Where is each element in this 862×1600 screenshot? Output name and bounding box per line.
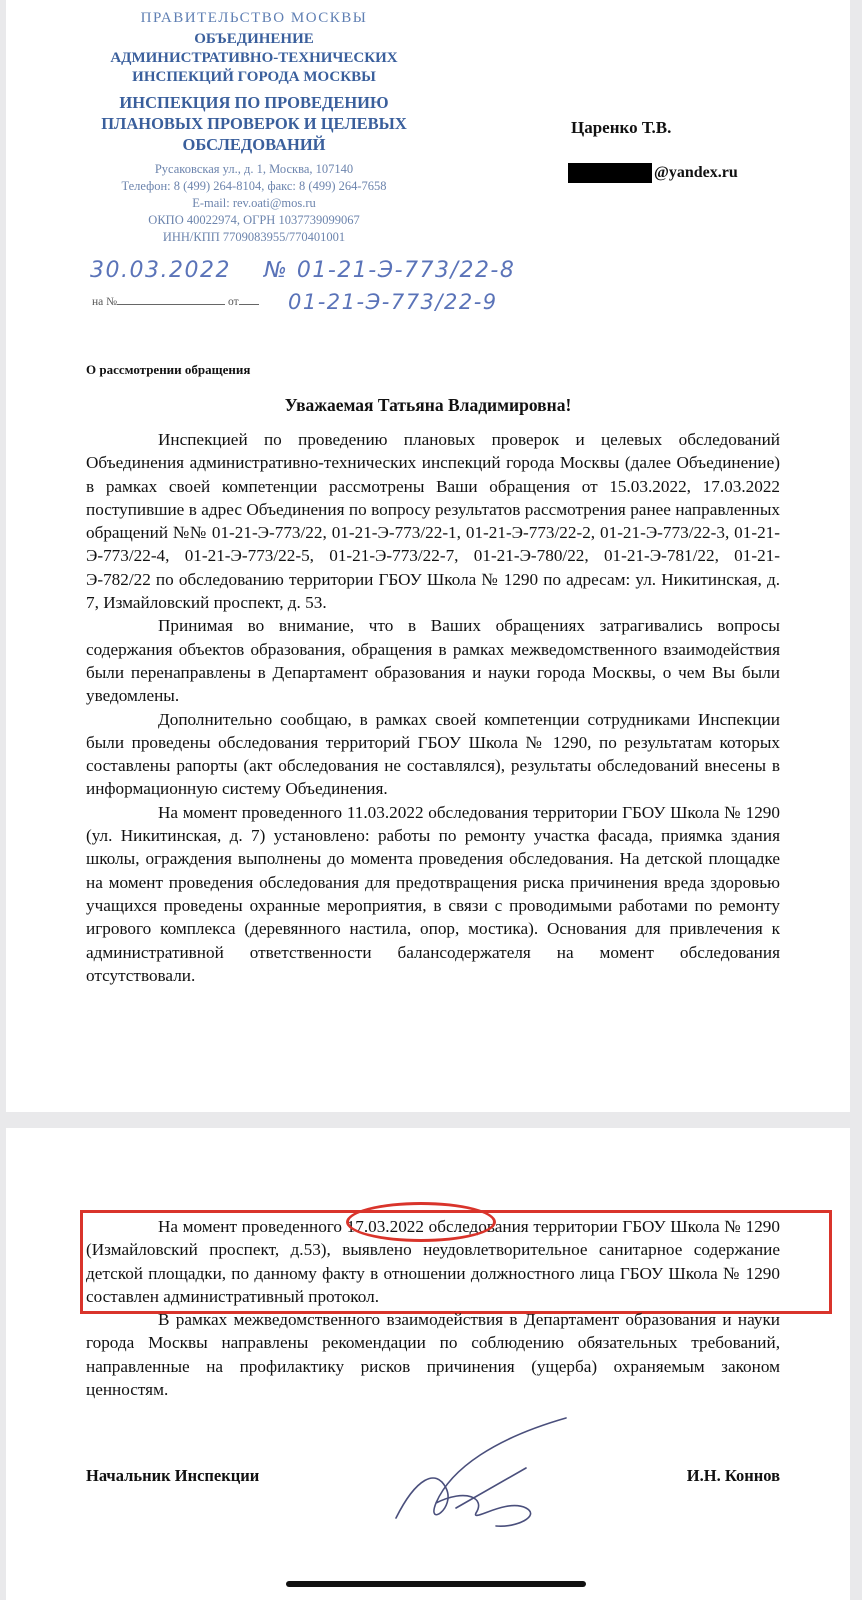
letter-page-2 bbox=[6, 1128, 850, 1600]
ref-label-no: на № bbox=[92, 296, 118, 308]
government-name: ПРАВИТЕЛЬСТВО МОСКВЫ bbox=[140, 10, 368, 26]
redaction-bar bbox=[568, 163, 652, 183]
recipient-email bbox=[568, 162, 738, 184]
letter-subject: О рассмотрении обращения bbox=[86, 362, 251, 377]
home-indicator[interactable] bbox=[286, 1581, 586, 1587]
phone: Телефон: 8 (499) 264-8104, факс: 8 (499) 264-7658 bbox=[121, 179, 387, 193]
recipient-name: Царенко Т.В. bbox=[571, 118, 672, 137]
paragraph: На момент проведенного 17.03.2022 обследования территории ГБОУ Школа № 1290 (Измайловский проспект, д.53), выявлено неудовлетворительное санитарное содержание детской площадки, по данному факту в отношении должностного лица ГБОУ Школа № 1290 составлен административный протокол. bbox=[86, 1217, 780, 1306]
organization-line: ОБЪЕДИНЕНИЕ bbox=[194, 31, 314, 47]
letter-body-continued bbox=[86, 1308, 780, 1401]
reference-row bbox=[92, 296, 259, 308]
paragraph: В рамках межведомственного взаимодействия в Департамент образования и науки города Москвы направлены рекомендации по соблюдению обязательных требований, направленные на профилактику рисков причинения (ущерба) охраняемым законом ценностям. bbox=[86, 1310, 780, 1399]
paragraph: Дополнительно сообщаю, в рамках своей компетенции сотрудниками Инспекции были проведены обследования территорий ГБОУ Школа № 1290, по результатам которых составлены рапорты (акт обследования не составлялся), результаты обследований внесены в информационную систему Объединения. bbox=[86, 709, 780, 799]
paragraph: Инспекцией по проведению плановых проверок и целевых обследований Объединения административно-технических инспекций города Москвы (далее Объединение) в рамках своей компетенции рассмотрены Ваши обращения от 15.03.2022, 17.03.2022 поступившие в адрес Объединения по вопросу результатов рассмотрения ранее направленных обращений №№ 01-21-Э-773/22, 01-21-Э-773/22-1, 01-21-Э-773/22-2, 01-21-Э-773/22-3, 01-21-Э-773/22-4, 01-21-Э-773/22-5, 01-21-Э-773/22-7, 01-21-Э-780/22, 01-21-Э-781/22, 01-21-Э-782/22 по обследованию территории ГБОУ Школа № 1290 по адресам: ул. Никитинская, д. 7, Измайловский проспект, д. 53. bbox=[86, 430, 780, 613]
handwritten-ref-number: 01-21-Э-773/22-9 bbox=[288, 290, 498, 314]
letter-body bbox=[86, 428, 780, 987]
contact-block bbox=[76, 161, 432, 246]
signatory-position: Начальник Инспекции bbox=[86, 1466, 260, 1485]
address: Русаковская ул., д. 1, Москва, 107140 bbox=[154, 162, 354, 176]
organization-name bbox=[76, 30, 432, 87]
org-email: E-mail: rev.oati@mos.ru bbox=[192, 196, 316, 210]
email-domain: @yandex.ru bbox=[654, 164, 738, 181]
inspection-line: ПЛАНОВЫХ ПРОВЕРОК И ЦЕЛЕВЫХ bbox=[101, 114, 407, 133]
red-date-circle bbox=[346, 1202, 496, 1242]
paragraph: На момент проведенного 11.03.2022 обследования территории ГБОУ Школа № 1290 (ул. Никитинская, д. 7) установлено: работы по ремонту участка фасада, приямка здания школы, ограждения выполнены до момента проведения обследования. На детской площадке на момент проведения обследования для предотвращения риска причинения вреда здоровью учащихся проведены охранные мероприятия, в связи с проводимыми работами по ремонту игрового комплекса (деревянного настила, опор, мостика). Основания для привлечения к административной ответственности балансодержателя на момент обследования отсутствовали. bbox=[86, 802, 780, 985]
inn-kpp: ИНН/КПП 7709083955/770401001 bbox=[162, 230, 346, 244]
letterhead bbox=[76, 8, 432, 246]
inspection-line: ОБСЛЕДОВАНИЙ bbox=[182, 135, 326, 154]
okpo-ogrn: ОКПО 40022974, ОГРН 1037739099067 bbox=[148, 213, 360, 227]
handwritten-date: 30.03.2022 bbox=[90, 258, 231, 283]
inspection-line: ИНСПЕКЦИЯ ПО ПРОВЕДЕНИЮ bbox=[119, 93, 389, 112]
letter-page-1 bbox=[6, 0, 850, 1112]
signatory-name: И.Н. Коннов bbox=[686, 1466, 780, 1485]
paragraph: Принимая во внимание, что в Ваших обращениях затрагивались вопросы содержания объектов образования, обращения в рамках межведомственного взаимодействия были перенаправлены в Департамент образования и науки города Москвы, о чем Вы были уведомлены. bbox=[86, 616, 780, 706]
ref-label-from: от bbox=[227, 296, 239, 308]
organization-line: ИНСПЕКЦИЙ ГОРОДА МОСКВЫ bbox=[132, 69, 376, 85]
handwritten-number: № 01-21-Э-773/22-8 bbox=[264, 258, 516, 283]
inspection-name bbox=[76, 92, 432, 155]
salutation: Уважаемая Татьяна Владимировна! bbox=[284, 395, 572, 415]
organization-line: АДМИНИСТРАТИВНО-ТЕХНИЧЕСКИХ bbox=[110, 50, 398, 66]
signature-row bbox=[86, 1466, 780, 1486]
